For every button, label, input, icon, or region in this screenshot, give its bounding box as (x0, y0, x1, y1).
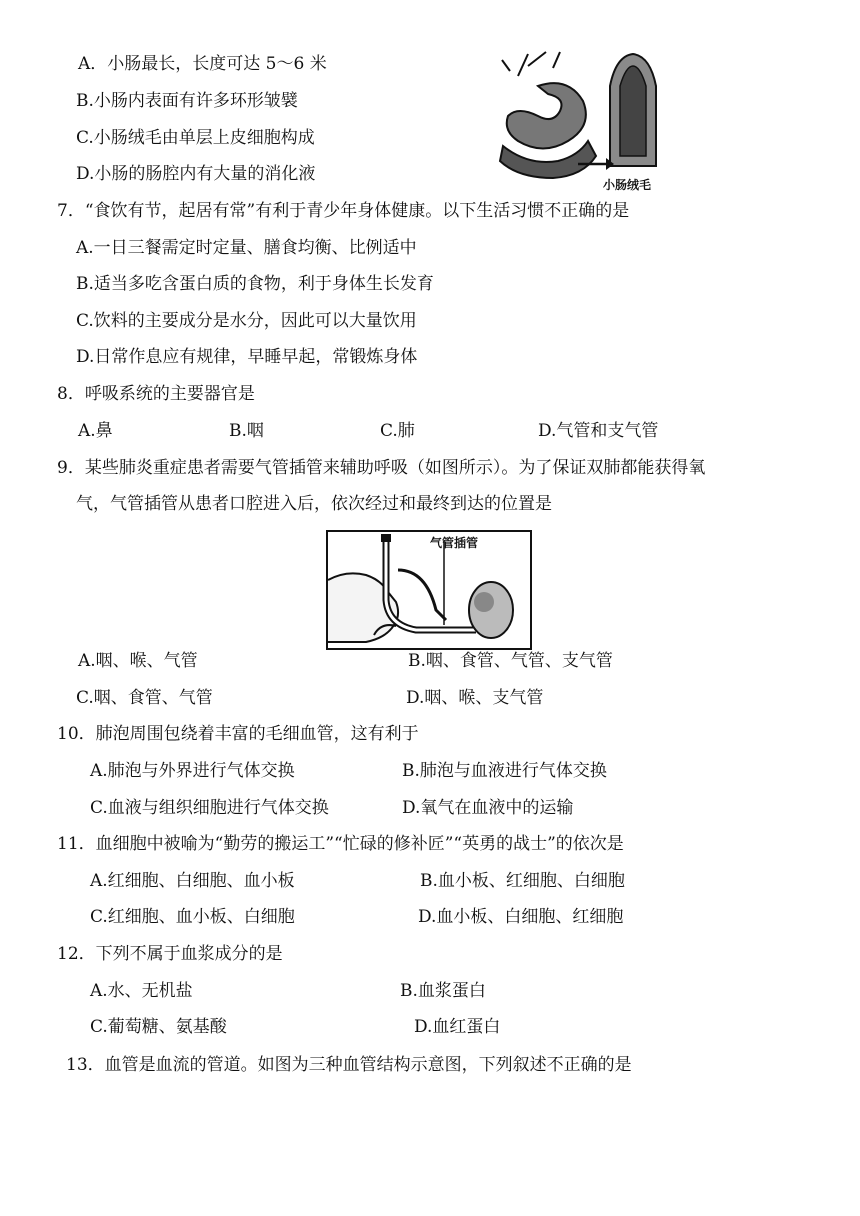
q9-option-c: C.咽、食管、气管 (76, 688, 213, 708)
lung-shape (469, 582, 513, 638)
q6-option-b: B.小肠内表面有许多环形皱襞 (76, 91, 298, 111)
q10-option-a: A.肺泡与外界进行气体交换 (90, 761, 295, 781)
q12-option-d: D.血红蛋白 (414, 1017, 501, 1037)
small-intestine-villi-figure (498, 46, 678, 196)
blood-vessel-lines (502, 52, 560, 76)
q11-option-d: D.血小板、白细胞、红细胞 (418, 907, 624, 927)
lung-detail-shape (474, 592, 494, 612)
q7-option-c: C.饮料的主要成分是水分，因此可以大量饮用 (76, 311, 417, 331)
q7-stem: 7．“食饮有节，起居有常”有利于青少年身体健康。以下生活习惯不正确的是 (57, 201, 630, 221)
q8-option-d: D.气管和支气管 (538, 421, 659, 441)
intubation-caption: 气管插管 (430, 536, 479, 550)
q9-stem-line1: 9．某些肺炎重症患者需要气管插管来辅助呼吸（如图所示）。为了保证双肺都能获得氧 (57, 458, 706, 478)
q11-option-a: A.红细胞、白细胞、血小板 (90, 871, 295, 891)
q6-option-c: C.小肠绒毛由单层上皮细胞构成 (76, 128, 315, 148)
villus-inner-shape (620, 66, 646, 156)
q8-option-a: A.鼻 (78, 421, 113, 441)
villi-caption: 小肠绒毛 (603, 178, 652, 192)
q7-option-d: D.日常作息应有规律，早睡早起，常锻炼身体 (76, 347, 418, 367)
q11-option-c: C.红细胞、血小板、白细胞 (90, 907, 295, 927)
q11-option-b: B.血小板、红细胞、白细胞 (420, 871, 625, 891)
q10-option-c: C.血液与组织细胞进行气体交换 (90, 798, 329, 818)
tracheal-intubation-figure (326, 530, 532, 650)
q7-option-a: A.一日三餐需定时定量、膳食均衡、比例适中 (76, 238, 417, 258)
q9-stem-line2: 气，气管插管从患者口腔进入后，依次经过和最终到达的位置是 (76, 494, 552, 514)
q8-stem: 8．呼吸系统的主要器官是 (57, 384, 255, 404)
q12-option-a: A.水、无机盐 (90, 981, 193, 1001)
q9-option-b: B.咽、食管、气管、支气管 (408, 651, 613, 671)
q12-option-c: C.葡萄糖、氨基酸 (90, 1017, 227, 1037)
q9-option-d: D.咽、喉、支气管 (406, 688, 544, 708)
q7-option-b: B.适当多吃含蛋白质的食物，利于身体生长发育 (76, 274, 434, 294)
q8-option-c: C.肺 (380, 421, 415, 441)
q10-stem: 10．肺泡周围包绕着丰富的毛细血管，这有利于 (57, 724, 419, 744)
q6-option-a: A．小肠最长，长度可达 5～6 米 (78, 54, 327, 74)
q8-option-b: B.咽 (229, 421, 264, 441)
q11-stem: 11．血细胞中被喻为“勤劳的搬运工”“忙碌的修补匠”“英勇的战士”的依次是 (57, 834, 624, 854)
q12-stem: 12．下列不属于血浆成分的是 (57, 944, 283, 964)
tube-connector (381, 534, 391, 542)
q10-option-d: D.氧气在血液中的运输 (402, 798, 574, 818)
q12-option-b: B.血浆蛋白 (400, 981, 486, 1001)
q6-option-d: D.小肠的肠腔内有大量的消化液 (76, 164, 316, 184)
q9-option-a: A.咽、喉、气管 (78, 651, 198, 671)
q13-stem: 13．血管是血流的管道。如图为三种血管结构示意图，下列叙述不正确的是 (66, 1055, 632, 1075)
q10-option-b: B.肺泡与血液进行气体交换 (402, 761, 607, 781)
intestine-tube-shape (507, 83, 586, 148)
